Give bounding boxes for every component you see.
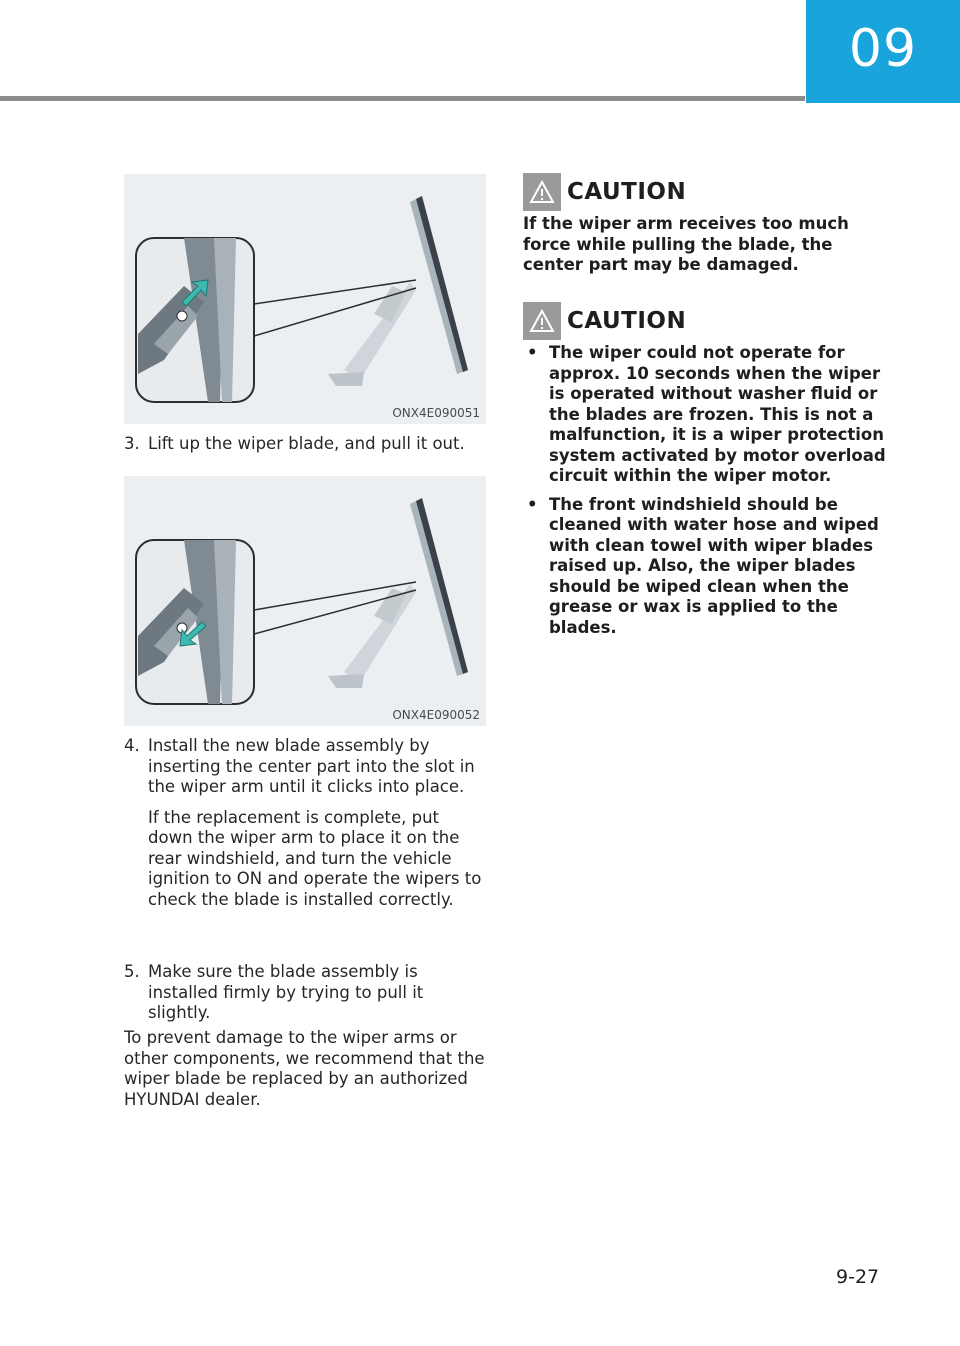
list-item: • The wiper could not operate for approx. 10 seconds when the wiper is operated without washer fluid or the blades are frozen. This is not a malfunction, it is a wiper protection system activated by motor overload circuit within the wiper motor. [527, 343, 886, 485]
caution-heading [523, 173, 686, 211]
header-rule [0, 96, 805, 101]
list-item: • The front windshield should be cleaned with water hose and wiped with clean towel with wiper blades raised up. Also, the wiper blades should be wiped clean when the grease or wax is applied to the blades. [527, 494, 879, 637]
step-number: 4. [124, 736, 140, 755]
wiper-illustration [124, 174, 486, 424]
step-number: 3. [124, 434, 140, 453]
step-text: If the replacement is complete, put down the wiper arm to place it on the rear windshield, and turn the vehicle ignition to ON and operate the wipers to check the blade is installed correctly. [148, 807, 482, 909]
chapter-number: 09 [848, 18, 918, 79]
figure-code: ONX4E090052 [392, 708, 480, 722]
warning-triangle-icon [523, 173, 561, 211]
bullet-text: The wiper could not operate for approx. 10 seconds when the wiper is operated without washer fluid or the blades are frozen. This is not a malfunction, it is a wiper protection system activated by motor overload circuit within the wiper motor. [549, 343, 886, 485]
caution-text: If the wiper arm receives too much force while pulling the blade, the center part may be damaged. [523, 214, 849, 274]
chapter-tab [806, 0, 960, 103]
page-number: 9-27 [836, 1266, 880, 1288]
step-5 [124, 962, 486, 1024]
step-text: Lift up the wiper blade, and pull it out. [148, 434, 465, 453]
caution-bullet-list [523, 343, 893, 638]
caution-heading-2 [523, 302, 686, 340]
step-3 [124, 434, 486, 455]
step-text: Make sure the blade assembly is installed firmly by trying to pull it slightly. [148, 962, 424, 1022]
bullet-text: The front windshield should be cleaned with water hose and wiped with clean towel with wiper blades raised up. Also, the wiper blades should be wiped clean when the grease or wax is applied to the blades. [549, 494, 879, 637]
figure-code: ONX4E090051 [392, 406, 480, 420]
step-text: Install the new blade assembly by inserting the center part into the slot in the wiper arm until it clicks into place. [148, 736, 475, 796]
step-4 [124, 736, 486, 910]
warning-triangle-icon [523, 302, 561, 340]
dealer-note: To prevent damage to the wiper arms or other components, we recommend that the wiper blade be replaced by an authorized HYUNDAI dealer. [124, 1028, 485, 1109]
wiper-removal-figure [124, 174, 486, 424]
caution-title: CAUTION [567, 308, 687, 334]
step-number: 5. [124, 962, 140, 981]
caution-title: CAUTION [567, 179, 687, 205]
wiper-install-figure [124, 476, 486, 726]
